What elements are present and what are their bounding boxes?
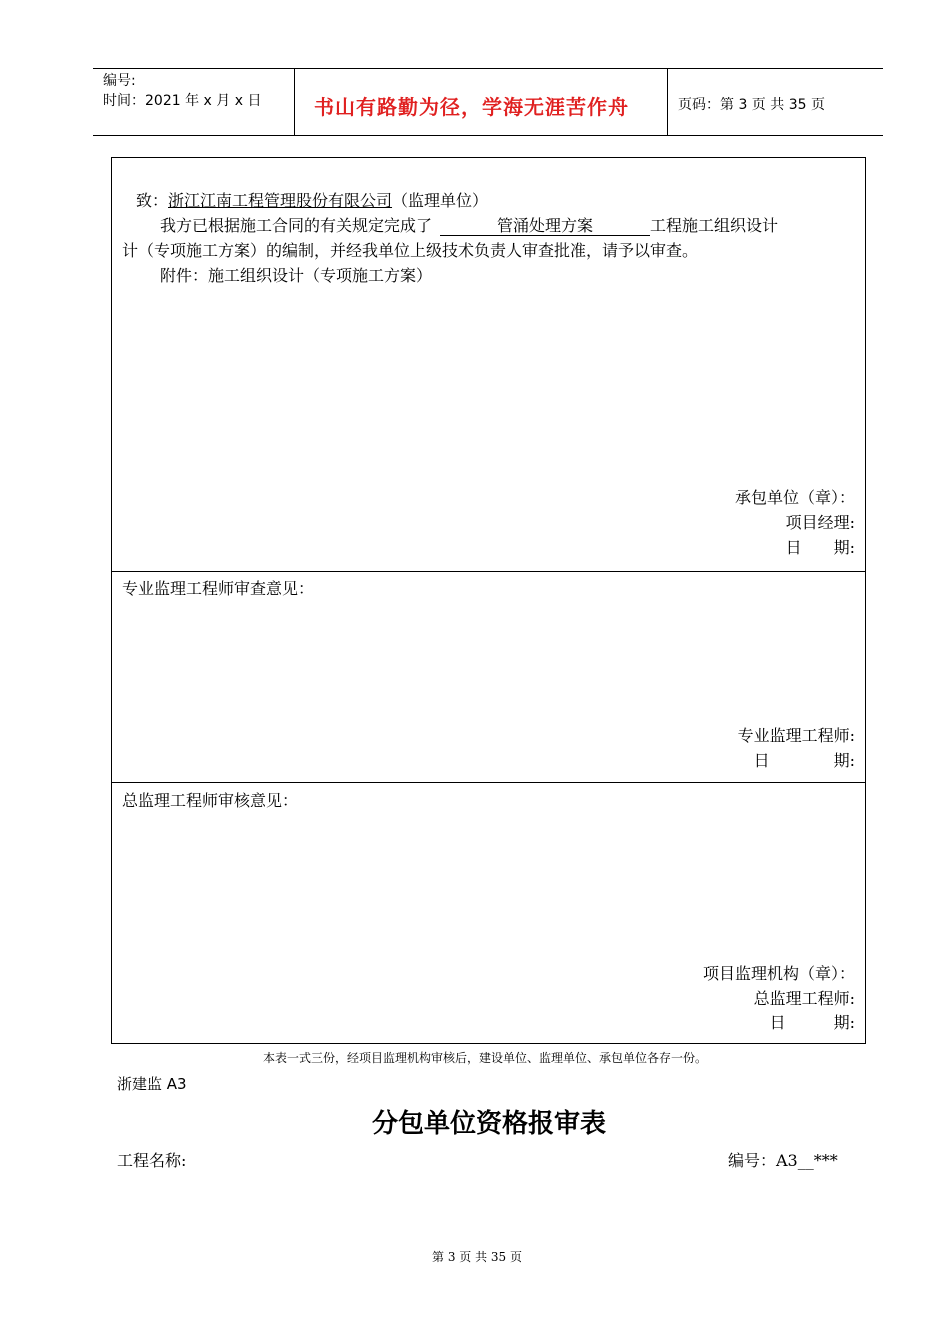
- org-seal: 项目监理机构（章）：: [702, 964, 855, 983]
- project-name-label: 工程名称:: [117, 1151, 187, 1170]
- body-line1-b: 工程施工组织设计: [650, 216, 779, 235]
- form-separator-2: [112, 782, 865, 783]
- project-manager: 项目经理:: [785, 513, 855, 532]
- page-footer: 第 3 页 共 35 页: [432, 1250, 522, 1264]
- form-title: 分包单位资格报审表: [371, 1109, 606, 1139]
- supervisor-company: 浙江江南工程管理股份有限公司: [168, 191, 393, 210]
- contractor-seal: 承包单位（章）：: [734, 488, 855, 507]
- date-label-2: 日 期:: [753, 751, 855, 770]
- date-label-3: 日 期:: [769, 1013, 855, 1032]
- form-number-label: 编号：A3__***: [728, 1151, 838, 1170]
- header-bottom-rule: [93, 135, 883, 136]
- plan-name-field: [440, 217, 650, 236]
- chief-sign: 总监理工程师:: [753, 989, 855, 1008]
- header-time-label: 时间：2021 年 x 月 x 日: [103, 93, 262, 109]
- footer-note: 本表一式三份，经项目监理机构审核后，建设单位、监理单位、承包单位各存一份。: [262, 1051, 707, 1065]
- supervisor-suffix: （监理单位）: [392, 191, 489, 210]
- body-line1-a: 我方已根据施工合同的有关规定完成了: [160, 216, 433, 235]
- plan-name: 管涌处理方案: [497, 216, 594, 235]
- engineer-opinion-label: 专业监理工程师审查意见：: [122, 579, 315, 598]
- date-label-1: 日 期:: [785, 538, 855, 557]
- body-line-1: [160, 213, 778, 236]
- header-divider-2: [667, 69, 668, 136]
- form-separator-1: [112, 571, 865, 572]
- attachment-line: 附件：施工组织设计（专项施工方案）: [160, 266, 433, 285]
- header-number-label: 编号:: [103, 73, 136, 89]
- body-line-2: 计（专项施工方案）的编制，并经我单位上级技术负责人审查批准，请予以审查。: [122, 241, 699, 260]
- approval-form: [111, 157, 866, 1044]
- form-code: 浙建监 A3: [117, 1075, 187, 1093]
- header-motto: 书山有路勤为径，学海无涯苦作舟: [314, 95, 629, 119]
- chief-opinion-label: 总监理工程师审核意见：: [122, 791, 299, 810]
- engineer-sign: 专业监理工程师:: [737, 726, 855, 745]
- header-divider-1: [294, 69, 295, 136]
- header-page-label: 页码：第 3 页 共 35 页: [678, 97, 825, 113]
- header-top-rule: [93, 68, 883, 69]
- to-prefix: 致：: [136, 191, 169, 210]
- addressee-line: [136, 188, 488, 211]
